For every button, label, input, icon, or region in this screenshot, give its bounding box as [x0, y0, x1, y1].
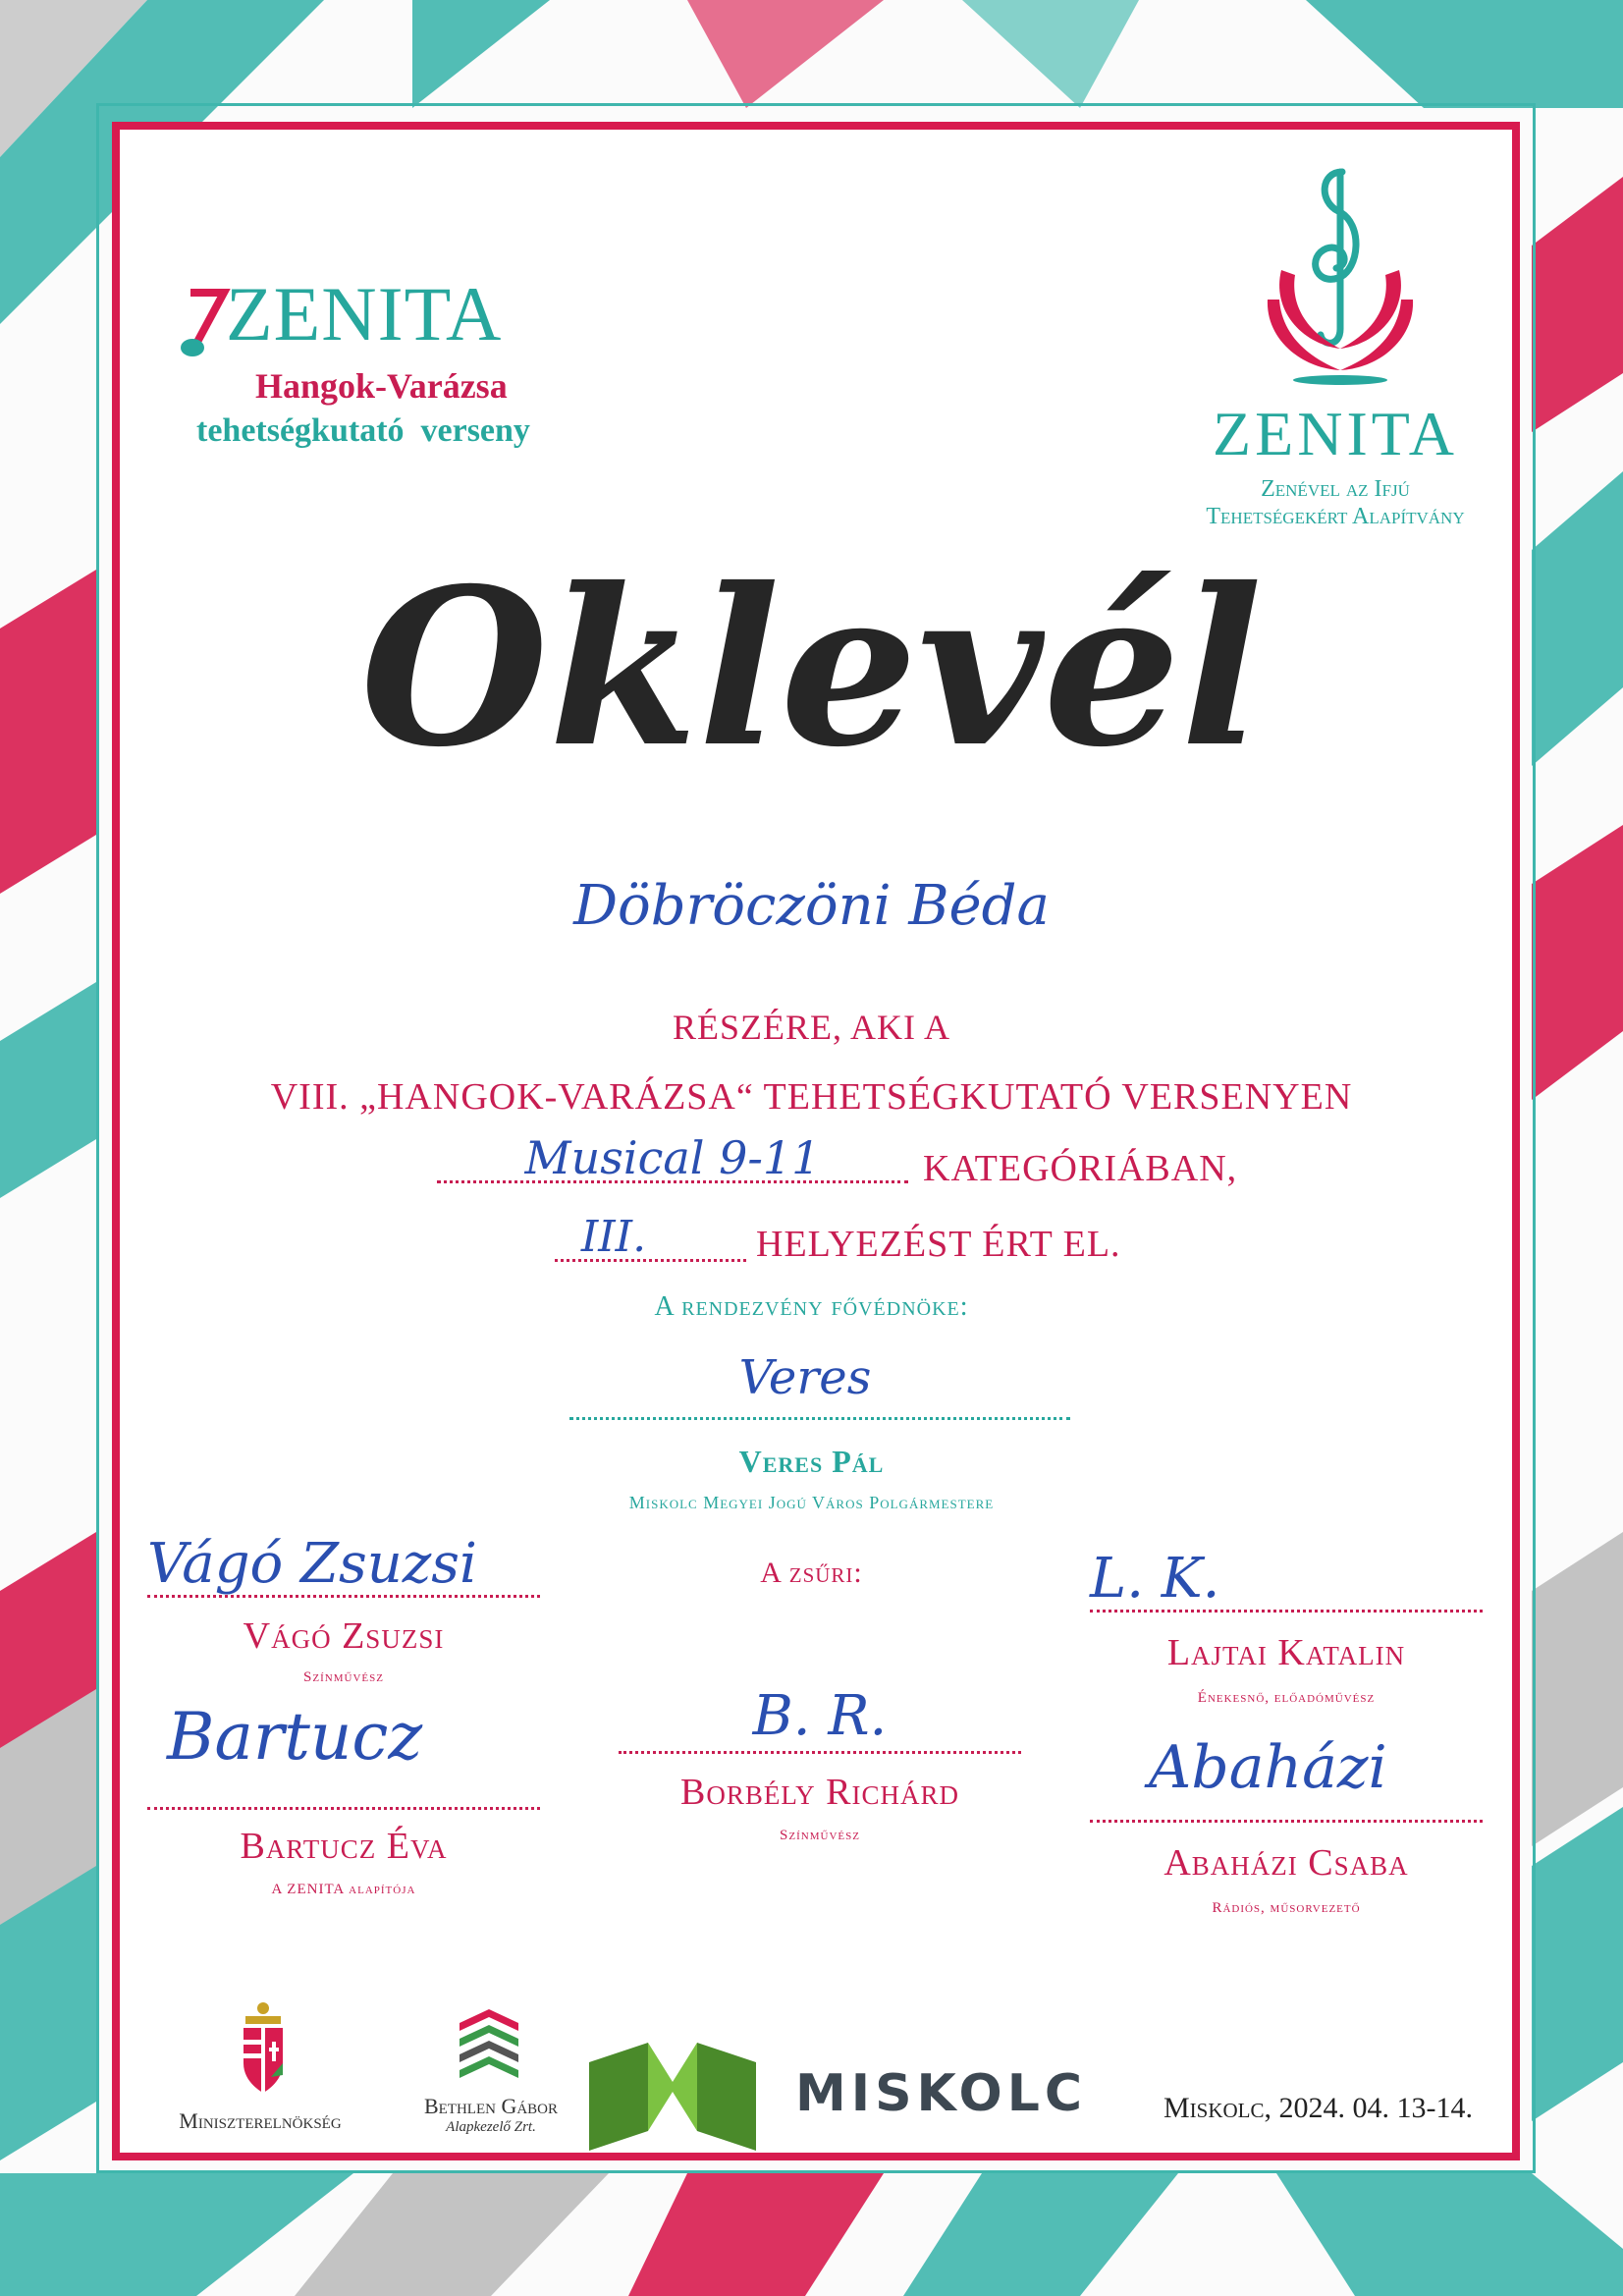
- jury-member-vago: [147, 1532, 540, 1699]
- body-line2: VIII. „HANGOK-VARÁZSA“ TEHETSÉGKUTATÓ VERSENYEN: [270, 1076, 1353, 1118]
- place-line: [555, 1212, 746, 1263]
- treble-clef-hands-icon: [1262, 162, 1419, 388]
- page-title: Oklevél: [360, 540, 1263, 794]
- jury-dotted-line: [1090, 1820, 1483, 1823]
- patron-role: Miskolc Megyei Jogú Város Polgármestere: [628, 1493, 995, 1512]
- sponsor-2-subtitle: Alapkezelő Zrt.: [446, 2119, 536, 2135]
- brand-left-name: ZENITA: [226, 271, 503, 356]
- brand-right: [1159, 162, 1512, 535]
- jury-dotted-line: [1090, 1610, 1483, 1613]
- jury-name: Bartucz Éva: [240, 1826, 448, 1867]
- brand-right-line2: Tehetségekért Alapítvány: [1206, 504, 1465, 529]
- bethlen-gabor-logo-icon: [450, 2003, 528, 2082]
- jury-name: Abaházi Csaba: [1163, 1842, 1409, 1884]
- sponsor-bethlen: [403, 2003, 579, 2151]
- jury-role: Színművész: [780, 1828, 860, 1843]
- brand-left-line1: Hangok-Varázsa: [255, 366, 508, 406]
- brand-right-name: ZENITA: [1213, 399, 1458, 468]
- jury-name: Borbély Richárd: [680, 1772, 959, 1813]
- brand-left-line2: tehetségkutató verseny: [196, 412, 530, 449]
- jury-dotted-line: [147, 1807, 540, 1810]
- jury-signature: Bartucz: [167, 1699, 423, 1775]
- jury-role: Énekesnő, előadóművész: [1197, 1690, 1376, 1706]
- patron-name: Veres Pál: [738, 1444, 885, 1479]
- place-label: HELYEZÉST ÉRT EL.: [756, 1224, 1121, 1265]
- sponsor-3-name: MISKOLC: [795, 2064, 1088, 2123]
- jury-signature: L. K.: [1090, 1547, 1220, 1611]
- jury-role: A ZENITA alapítója: [271, 1882, 416, 1897]
- jury-signature: Abaházi: [1149, 1733, 1387, 1802]
- category-value: Musical 9-11: [524, 1131, 821, 1184]
- category-line: [437, 1131, 908, 1184]
- miskolc-logo-icon: [589, 2043, 756, 2151]
- jury-dotted-line: [147, 1595, 540, 1598]
- patron-dotted-line: [569, 1417, 1070, 1420]
- sponsor-miniszterelnokseg: [147, 1998, 373, 2146]
- jury-member-abahazi: [1090, 1733, 1483, 1930]
- patron-heading: A rendezvény fővédnöke:: [654, 1291, 969, 1322]
- jury-member-borbely: [619, 1684, 1021, 1856]
- hungarian-coat-of-arms-icon: [236, 1998, 291, 2097]
- category-label: KATEGÓRIÁBAN,: [923, 1148, 1238, 1189]
- sponsor-1-name: Miniszterelnökség: [179, 2108, 342, 2133]
- jury-member-lajtai: [1090, 1547, 1483, 1719]
- brand-right-line1: Zenével az Ifjú: [1261, 476, 1410, 502]
- recipient-name: Döbröczöni Béda: [573, 874, 1050, 938]
- jury-name: Vágó Zsuzsi: [243, 1615, 445, 1657]
- place-date: Miskolc, 2024. 04. 13-14.: [1163, 2092, 1473, 2124]
- jury-role: Rádiós, műsorvezető: [1212, 1900, 1361, 1916]
- body-line1: RÉSZÉRE, AKI A: [672, 1008, 950, 1047]
- place-value: III.: [580, 1212, 647, 1262]
- sponsor-miskolc: [589, 2043, 1088, 2151]
- jury-role: Színművész: [303, 1669, 384, 1685]
- jury-member-bartucz: [147, 1699, 540, 1905]
- jury-signature: B. R.: [752, 1684, 888, 1748]
- jury-heading: A zsűri:: [760, 1557, 863, 1589]
- patron-signature-area: [569, 1350, 1070, 1429]
- patron-signature: Veres: [738, 1350, 872, 1405]
- jury-signature: Vágó Zsuzsi: [147, 1532, 477, 1596]
- jury-dotted-line: [619, 1751, 1021, 1754]
- jury-name: Lajtai Katalin: [1166, 1632, 1406, 1673]
- sponsor-2-name: Bethlen Gábor: [423, 2094, 559, 2118]
